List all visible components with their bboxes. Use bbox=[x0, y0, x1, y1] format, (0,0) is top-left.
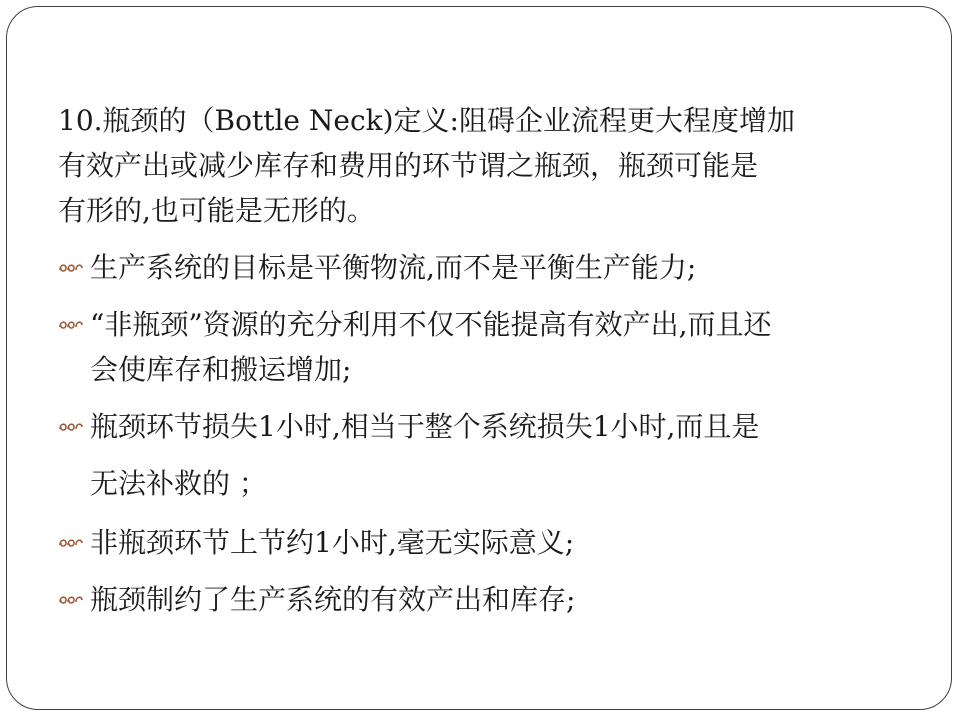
lead-line-1: 10.瓶颈的（Bottle Neck)定义:阻碍企业流程更大程度增加 bbox=[58, 104, 795, 137]
bullet-1-text: 生产系统的目标是平衡物流,而不是平衡生产能力; bbox=[90, 251, 697, 284]
bullet-2-line-1: “非瓶颈”资源的充分利用不仅不能提高有效产出,而且还 bbox=[90, 308, 772, 341]
bullet-3-line-2: 无法补救的 ； bbox=[90, 467, 267, 500]
curly-bullet-icon bbox=[58, 577, 88, 622]
bullet-item-5 bbox=[58, 577, 908, 622]
bullet-5-text: 瓶颈制约了生产系统的有效产出和库存; bbox=[90, 583, 576, 616]
slide-body bbox=[58, 98, 908, 622]
curly-bullet-icon bbox=[58, 302, 88, 347]
lead-line-2: 有效产出或减少库存和费用的环节谓之瓶颈，瓶颈可能是 bbox=[58, 149, 759, 182]
bullet-2-line-2: 会使库存和搬运增加; bbox=[90, 353, 352, 386]
lead-line-3: 有形的,也可能是无形的。 bbox=[58, 194, 375, 227]
bullet-4-text: 非瓶颈环节上节约1小时,毫无实际意义; bbox=[90, 526, 575, 559]
bullet-item-4 bbox=[58, 520, 908, 565]
bullet-item-3 bbox=[58, 404, 908, 506]
bullet-item-2 bbox=[58, 302, 908, 392]
bullet-item-1 bbox=[58, 245, 908, 290]
curly-bullet-icon bbox=[58, 245, 88, 290]
lead-paragraph bbox=[58, 98, 908, 233]
curly-bullet-icon bbox=[58, 520, 88, 565]
curly-bullet-icon bbox=[58, 404, 88, 449]
bullet-3-line-1: 瓶颈环节损失1小时,相当于整个系统损失1小时,而且是 bbox=[90, 410, 760, 443]
